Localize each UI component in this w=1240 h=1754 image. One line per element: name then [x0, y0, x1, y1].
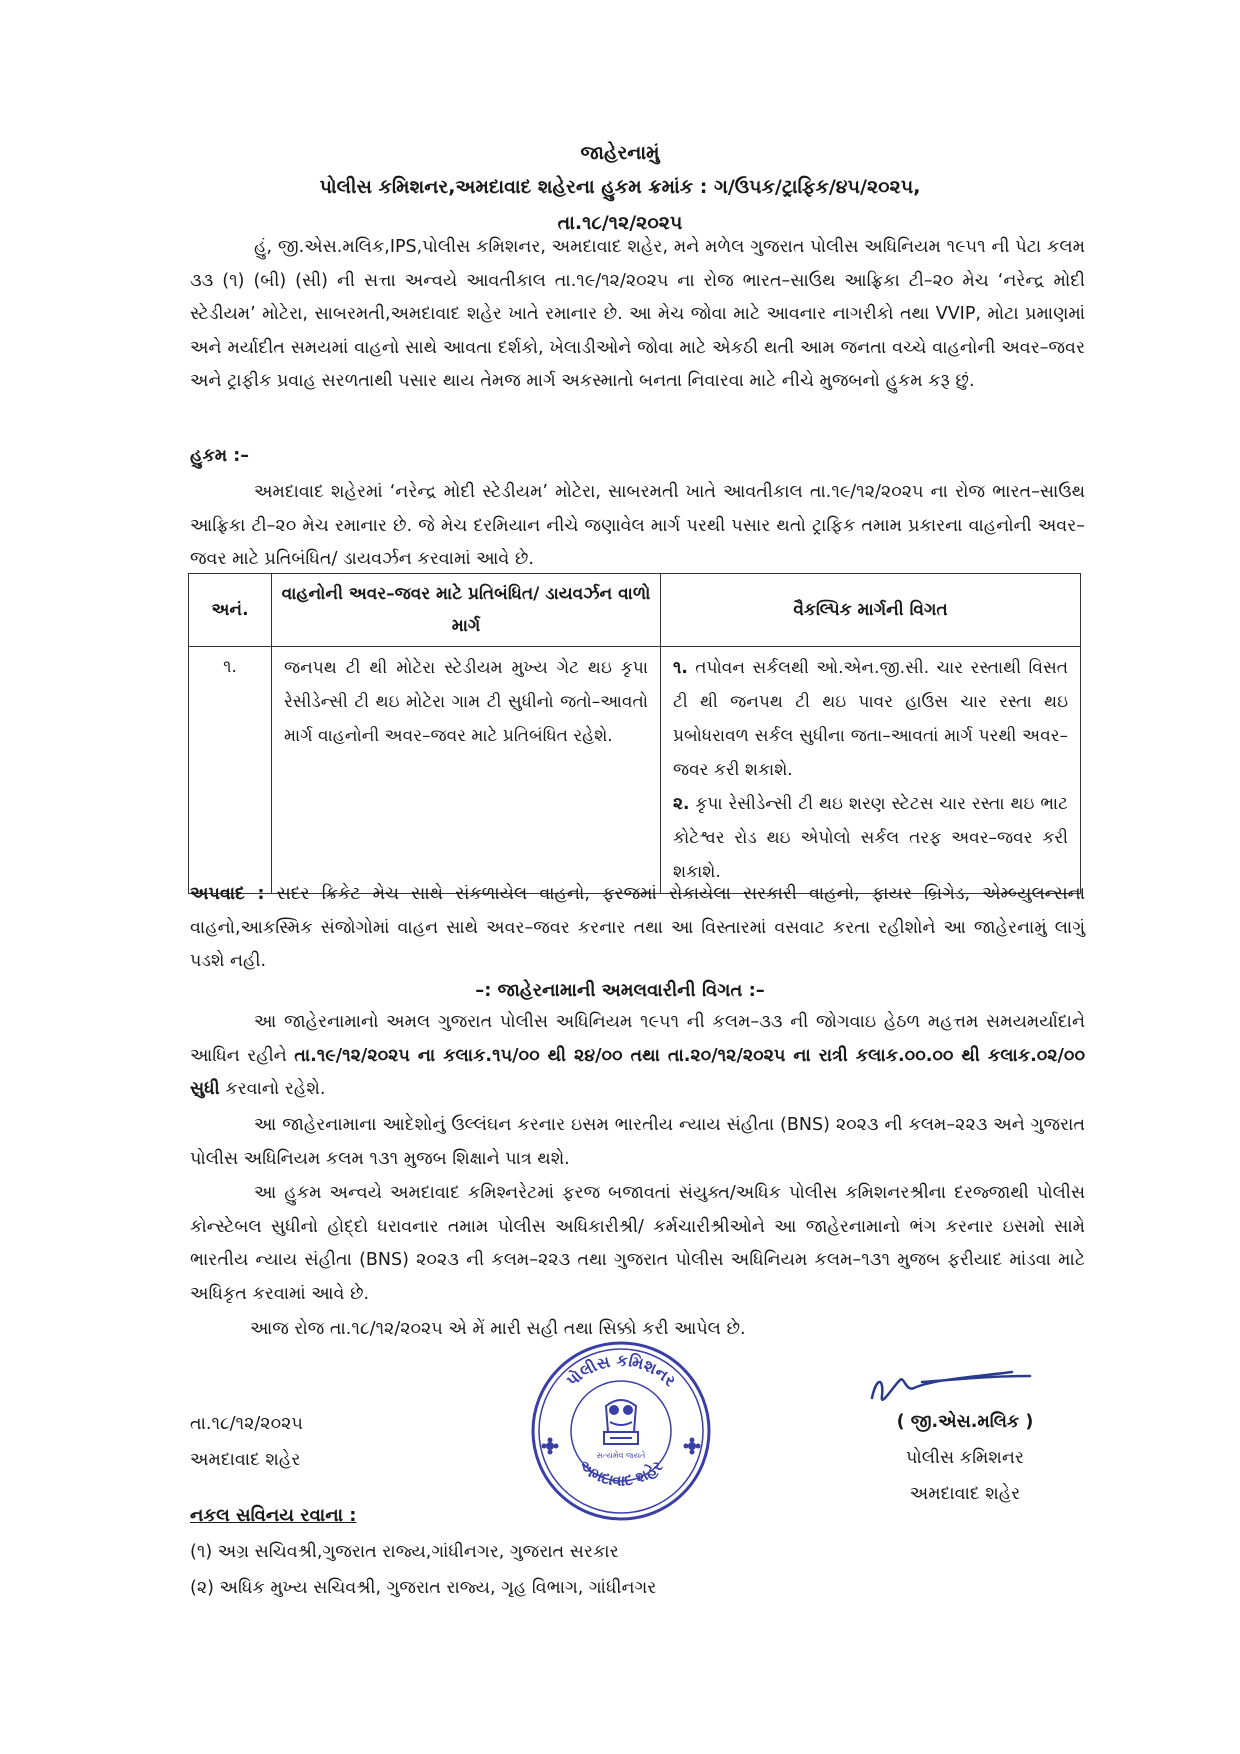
table-row: [189, 647, 1081, 894]
seal-top-text: પોલીસ કમિશનર: [562, 1350, 680, 1391]
signatory-name: ( જી.એસ.મલિક ): [896, 1412, 1034, 1432]
order-date-line: તા.૧૮/૧૨/૨૦૨૫: [557, 212, 683, 234]
seal-star-right-icon: [684, 1438, 701, 1455]
implementation-time-window: તા.૧૯/૧૨/૨૦૨૫ ના કલાક.૧૫/૦૦ થી ૨૪/૦૦ તથા તા.૨૦/૧૨/૨૦૨૫ ના રાત્રી કલાક.૦૦.૦૦ થી કલાક.૦૨/૦૦ સુધી: [190, 1045, 1085, 1099]
seal-bottom-text: અમદાવાદ શહેર: [575, 1456, 667, 1490]
exception-paragraph: [190, 878, 1085, 979]
implementation-paragraph: [190, 1006, 1085, 1107]
alternate-route-2-text: કૃપા રેસીડેન્સી ટી થઇ શરણ સ્ટેટસ ચાર રસ્તા થઇ ભાટ કોટેશ્વર રોડ થઇ એપોલો સર્કલ તરફ અવર–જવર કરી શકાશે.: [673, 794, 1068, 882]
header-alternate-route: વૈકલ્પિક માર્ગની વિગત: [661, 574, 1081, 647]
order-paragraph: અમદાવાદ શહેરમાં ‘નરેન્દ્ર મોદી સ્ટેડીયમ’ મોટેરા, સાબરમતી ખાતે આવતીકાલ તા.૧૯/૧૨/૨૦૨૫ ના રોજ ભારત–સાઉથ આફ્રિકા ટી–૨૦ મેચ રમાનાર છે. જે મેચ દરમિયાન નીચે જણાવેલ માર્ગ પરથી પસાર થતો ટ્રાફિક તમામ પ્રકારના વાહનોની અવર–જવર માટે પ્રતિબંધિત/ ડાયવર્ઝન કરવામાં આવે છે.: [190, 482, 1085, 569]
issue-date-block: [190, 1406, 303, 1478]
notice-title: જાહેરનામું: [580, 142, 660, 164]
state-emblem-icon: [604, 1400, 638, 1444]
copy-to-heading: નકલ સવિનય રવાના :: [190, 1505, 357, 1526]
implementation-text-start: આ જાહેરનામાનો અમલ ગુજરાત પોલીસ અધિનિયમ ૧૯૫૧ ની કલમ–૩૩ ની જોગવાઇ હેઠળ મહત્તમ સમયમર્યાદાને આધિન રહીને: [190, 1012, 1085, 1066]
signatory-designation: પોલીસ કમિશનર: [906, 1448, 1024, 1468]
intro-paragraph: હું, જી.એસ.મલિક,IPS,પોલીસ કમિશનર, અમદાવાદ શહેર, મને મળેલ ગુજરાત પોલીસ અધિનિયમ ૧૯૫૧ ની પેટા કલમ ૩૩ (૧) (બી) (સી) ની સત્તા અન્વયે આવતીકાલ તા.૧૯/૧૨/૨૦૨૫ ના રોજ ભારત–સાઉથ આફ્રિકા ટી–૨૦ મેચ ‘નરેન્દ્ર મોદી સ્ટેડીયમ’ મોટેરા, સાબરમતી,અમદાવાદ શહેર ખાતે રમાનાર છે. આ મેચ જોવા માટે આવનાર નાગરીકો તથા VVIP, મોટા પ્રમાણમાં અને મર્યાદીત સમયમાં વાહનો સાથે આવતા દર્શકો, ખેલાડીઓને જોવા માટે એકઠી થતી આમ જનતા વચ્ચે વાહનોની અવર–જવર અને ટ્રાફીક પ્રવાહ સરળતાથી પસાર થાય તેમજ માર્ગ અકસ્માતો બનતા નિવારવા માટે નીચે મુજબનો હુકમ કરૂ છું.: [190, 237, 1085, 391]
route-table: [188, 573, 1081, 894]
copy-to-list: [190, 1534, 656, 1606]
header-restricted-route: વાહનોની અવર–જવર માટે પ્રતિબંધિત/ ડાયવર્ઝન વાળો માર્ગ: [272, 574, 661, 647]
alternate-route-2-number: ૨.: [673, 794, 690, 814]
row-serial: ૧.: [189, 647, 272, 894]
exception-text: સદર ક્રિકેટ મેચ સાથે સંકળાયેલ વાહનો, ફરજમાં રોકાયેલા સરકારી વાહનો, ફાયર બ્રિગેડ, એમ્બ્યુલન્સના વાહનો,આકસ્મિક સંજોગોમાં વાહન સાથે અવર–જવર કરનાર તથા આ વિસ્તારમાં વસવાટ કરતા રહીશોને આ જાહેરનામું લાગું પડશે નહી.: [190, 884, 1085, 971]
seal-star-left-icon: [542, 1438, 559, 1455]
official-seal: [526, 1336, 716, 1526]
list-item: (૧) અગ્ર સચિવશ્રી,ગુજરાત રાજ્ય,ગાંધીનગર, ગુજરાત સરકાર: [190, 1542, 619, 1562]
order-label: હુકમ :–: [190, 446, 249, 466]
list-item: (૨) અધિક મુખ્ય સચિવશ્રી, ગુજરાત રાજ્ય, ગૃહ વિભાગ, ગાંધીનગર: [190, 1578, 657, 1598]
signatory-place: અમદાવાદ શહેર: [909, 1484, 1021, 1504]
header-serial: અનં.: [189, 574, 272, 647]
authorization-paragraph: આ હુકમ અન્વયે અમદાવાદ કમિશ્નરેટમાં ફરજ બજાવતાં સંયુક્ત/અધિક પોલીસ કમિશનરશ્રીના દરજ્જાથી પોલીસ કોન્સ્ટેબલ સુધીનો હોદ્દો ધરાવનાર તમામ પોલીસ અધિકારીશ્રી/ કર્મચારીશ્રીઓને આ જાહેરનામાનો ભંગ કરનાર ઇસમો સામે ભારતીય ન્યાય સંહીતા (BNS) ૨૦૨૩ ની કલમ–૨૨૩ તથા ગુજરાત પોલીસ અધિનિયમ કલમ–૧૩૧ મુજબ ફરીયાદ માંડવા માટે અધિકૃત કરવામાં આવે છે.: [190, 1183, 1085, 1304]
order-number-line: પોલીસ કમિશનર,અમદાવાદ શહેરના હુકમ ક્રમાંક : ગ/ઉપક/ટ્રાફિક/૪૫/૨૦૨૫,: [319, 176, 921, 198]
implementation-text-end: કરવાનો રહેશે.: [225, 1079, 326, 1099]
exception-label: અપવાદ :: [190, 884, 265, 904]
issue-place: અમદાવાદ શહેર: [190, 1450, 301, 1470]
alternate-route-cell: [661, 647, 1081, 894]
penalty-paragraph: આ જાહેરનામાના આદેશોનું ઉલ્લંઘન કરનાર ઇસમ ભારતીય ન્યાય સંહીતા (BNS) ૨૦૨૩ ની કલમ–૨૨૩ અને ગુજરાત પોલીસ અધિનિયમ કલમ ૧૩૧ મુજબ શિક્ષાને પાત્ર થશે.: [190, 1115, 1085, 1169]
implementation-heading: –: જાહેરનામાની અમલવારીની વિગત :–: [475, 980, 765, 1001]
alternate-route-1-text: તપોવન સર્કલથી ઓ.એન.જી.સી. ચાર રસ્તાથી વિસત ટી થી જનપથ ટી થઇ પાવર હાઉસ ચાર રસ્તા થઇ પ્રબોધરાવળ સર્કલ સુધીના જતા–આવતાં માર્ગ પરથી અવર–જવર કરી શકાશે.: [673, 658, 1069, 780]
given-under-hand-paragraph: આજ રોજ તા.૧૮/૧૨/૨૦૨૫ એ મેં મારી સહી તથા સિક્કો કરી આપેલ છે.: [250, 1319, 746, 1339]
table-header-row: [189, 574, 1081, 647]
restricted-route-cell: જનપથ ટી થી મોટેરા સ્ટેડીયમ મુખ્ય ગેટ થઇ કૃપા રેસીડેન્સી ટી થઇ મોટેરા ગામ ટી સુધીનો જતો–આવતો માર્ગ વાહનોની અવર–જવર માટે પ્રતિબંધિત રહેશે.: [272, 647, 661, 894]
issue-date: તા.૧૮/૧૨/૨૦૨૫: [190, 1414, 303, 1434]
emblem-motto: સત્યમેવ જયતે: [596, 1451, 646, 1460]
signatory-block: [880, 1404, 1050, 1512]
alternate-route-2: [673, 787, 1068, 889]
alternate-route-1-number: ૧.: [673, 658, 688, 678]
alternate-route-1: [673, 651, 1068, 787]
